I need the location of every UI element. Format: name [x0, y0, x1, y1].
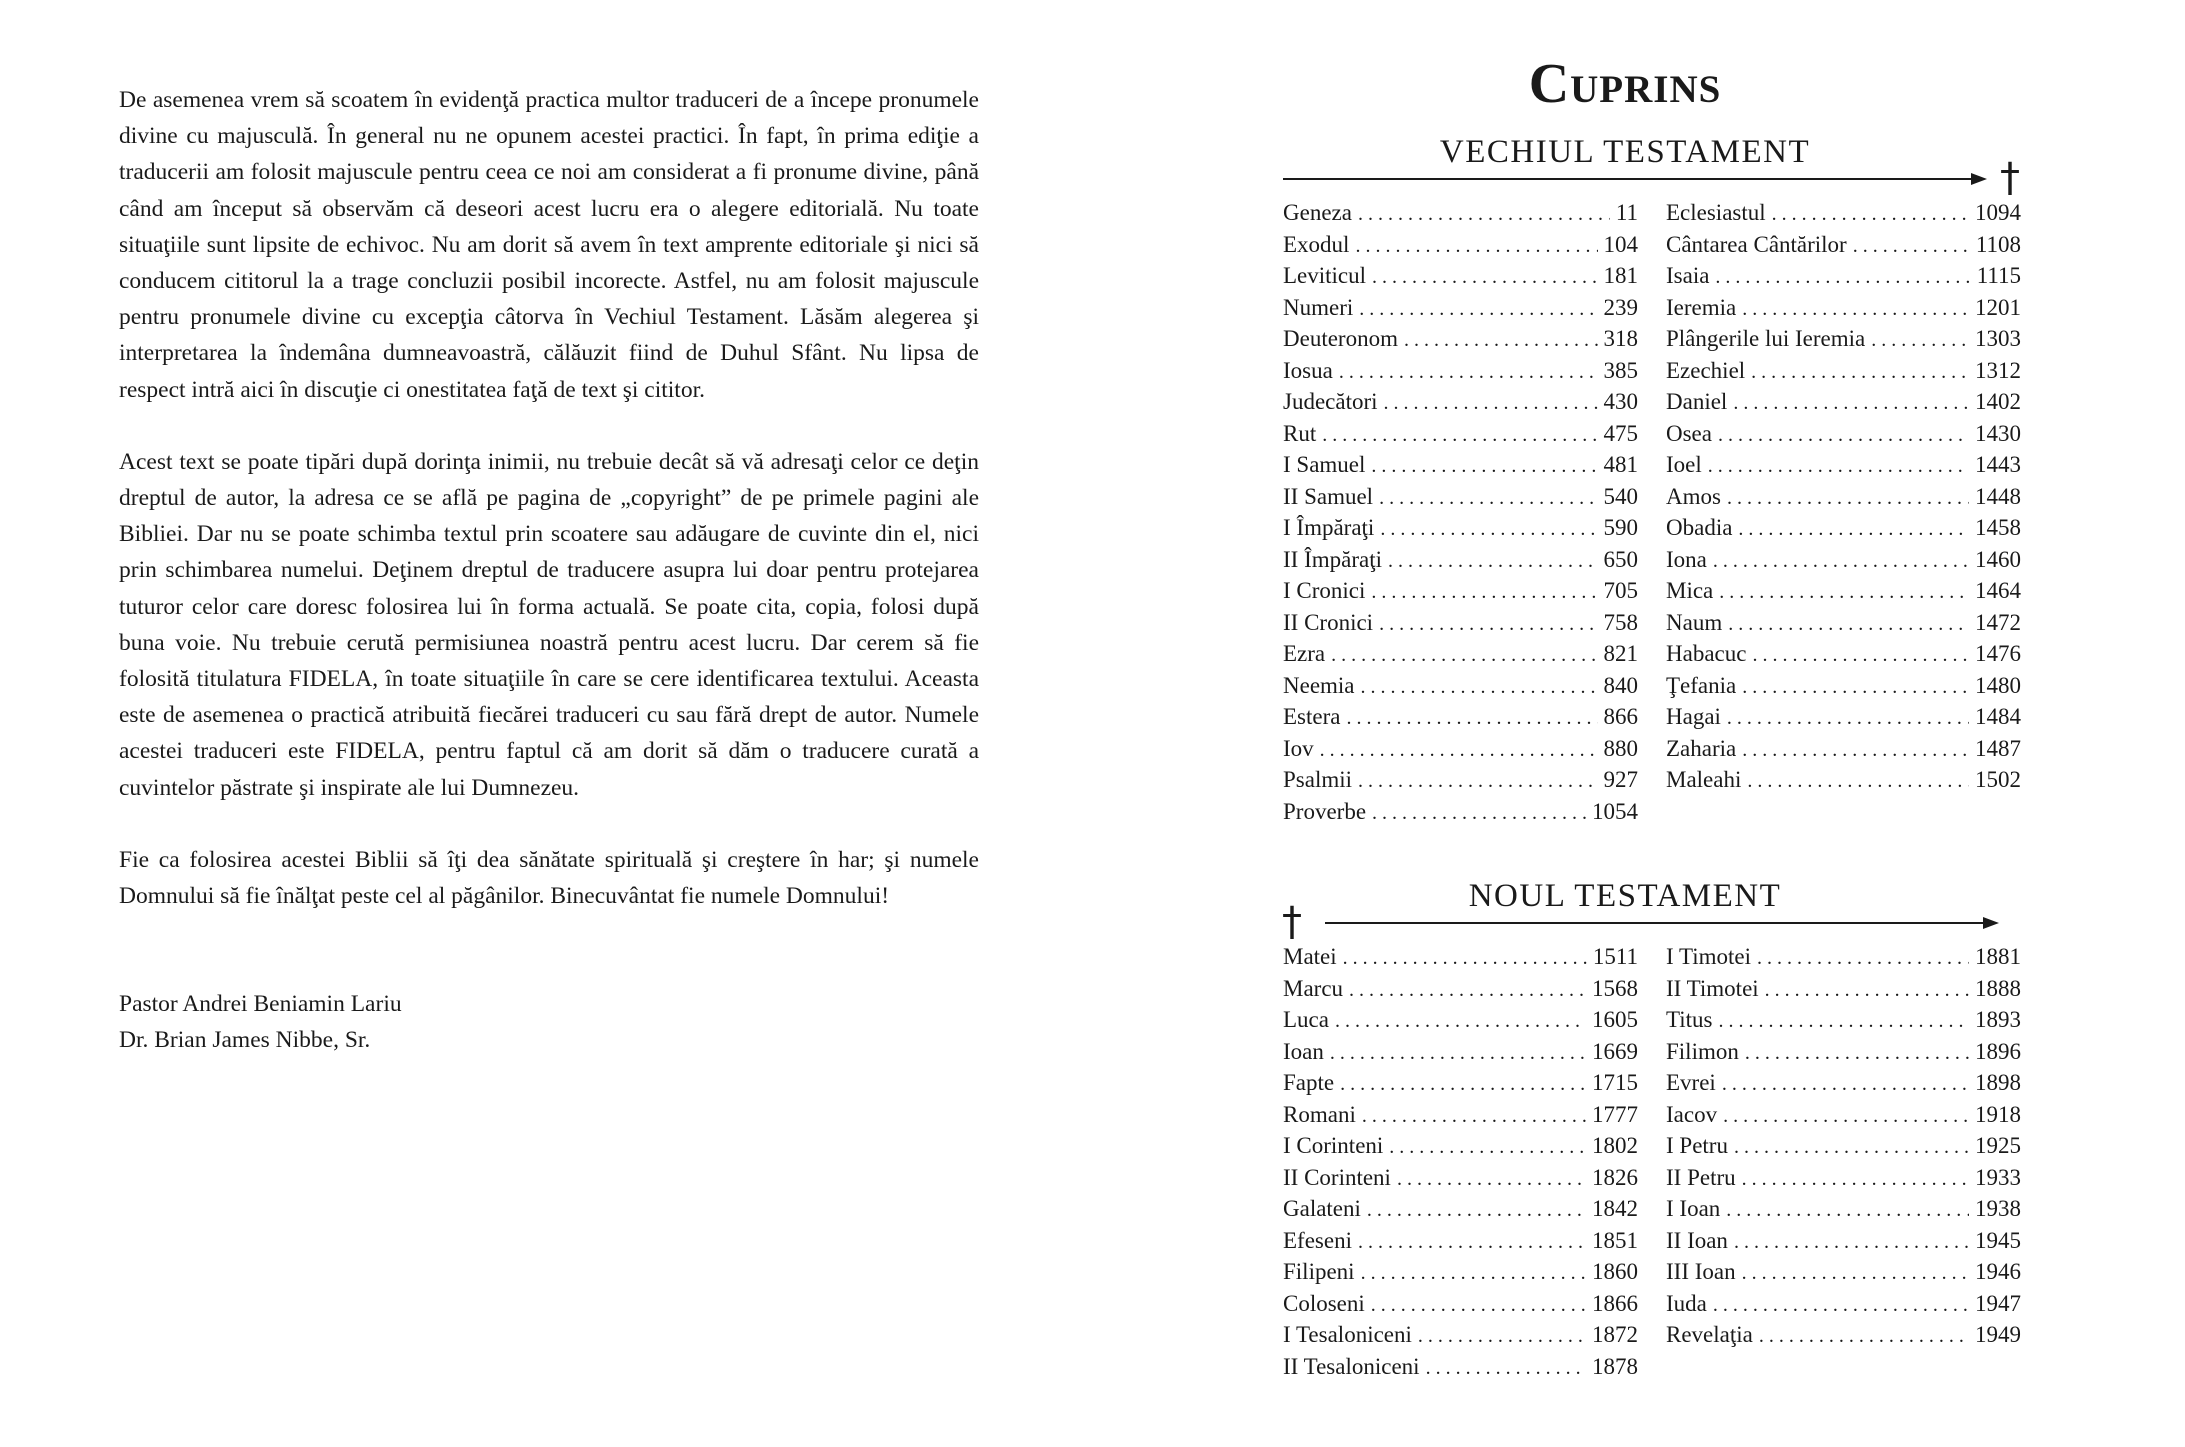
- toc-page-number: 481: [1603, 452, 1638, 477]
- toc-leader-dots: [1745, 1042, 1969, 1065]
- toc-page-number: 1460: [1975, 546, 2021, 572]
- toc-page-number: 239: [1603, 294, 1638, 320]
- toc-page-number: 1464: [1975, 578, 2021, 603]
- toc-leader-dots: [1752, 644, 1969, 667]
- toc-page-number: 1201: [1975, 294, 2021, 320]
- toc-book-name: Zaharia: [1666, 735, 1737, 761]
- toc-book-name: I Ioan: [1666, 1196, 1721, 1221]
- toc-entry: [1283, 641, 1638, 673]
- toc-book-name: Cântarea Cântărilor: [1666, 231, 1847, 257]
- toc-entry: [1283, 1133, 1638, 1165]
- toc-book-name: Leviticul: [1283, 263, 1367, 288]
- toc-entry: [1666, 421, 2021, 453]
- toc-leader-dots: [1742, 1168, 1969, 1191]
- toc-entry: [1283, 610, 1638, 642]
- toc-entry: [1283, 515, 1638, 547]
- toc-book-name: Habacuc: [1666, 641, 1747, 666]
- toc-entry: [1283, 976, 1638, 1008]
- toc-entry: [1283, 1165, 1638, 1197]
- toc-book-name: II Corinteni: [1283, 1164, 1391, 1190]
- toc-page-number: 1484: [1975, 704, 2021, 729]
- toc-leader-dots: [1331, 644, 1597, 667]
- toc-book-name: Filimon: [1666, 1038, 1739, 1064]
- toc-book-name: Matei: [1283, 944, 1337, 969]
- toc-page-number: 540: [1603, 483, 1638, 509]
- toc-entry: [1666, 326, 2021, 358]
- toc-page-number: 1866: [1592, 1290, 1638, 1316]
- toc-page-number: 385: [1603, 357, 1638, 383]
- toc-leader-dots: [1379, 613, 1597, 636]
- toc-leader-dots: [1733, 392, 1969, 415]
- toc-leader-dots: [1367, 1199, 1586, 1222]
- toc-book-name: I Corinteni: [1283, 1133, 1384, 1158]
- toc-entry: [1283, 295, 1638, 327]
- toc-book-name: Eclesiastul: [1666, 200, 1766, 225]
- toc-page-number: 1605: [1592, 1007, 1638, 1032]
- toc-page-number: 1448: [1975, 483, 2021, 509]
- arrow-right-icon: [1983, 917, 1999, 929]
- toc-leader-dots: [1346, 707, 1597, 730]
- toc-book-name: Fapte: [1283, 1070, 1335, 1095]
- toc-title: Cuprins: [1528, 53, 1722, 115]
- old-testament-column-2: [1666, 200, 2021, 799]
- toc-entry: [1666, 1102, 2021, 1134]
- toc-entry: [1666, 641, 2021, 673]
- toc-entry: [1666, 1322, 2021, 1354]
- toc-book-name: Obadia: [1666, 515, 1733, 540]
- signature-line-2: Dr. Brian James Nibbe, Sr.: [119, 1027, 371, 1054]
- preface-paragraph-1: De asemenea vrem să scoatem în evidenţă practica multor traduceri de a începe pronumele divine cu majusculă. În general nu ne opunem acestei practici. În fapt, în prima ediţie a traducerii am folosit majuscule pentru ceea ce noi am considerat a fi pronume divine, până când am început să observăm că deseori acest lucru era o alegere editorială. Nu toate situaţiile sunt lipsite de echivoc. Nu am dorit să avem în text amprente editoriale şi nici să conducem cititorul la a trage concluzii posibil incorecte. Astfel, nu am folosit majuscule pentru pronumele divine cu excepţia câtorva în Vechiul Testament. Lăsăm alegerea şi interpretarea la îndemâna dumneavoastră, călăuzit fiind de Duhul Sfânt. Nu lipsa de respect intră aici în discuţie ci onestitatea faţă de text şi cititor.: [119, 87, 979, 403]
- toc-entry: [1283, 944, 1638, 976]
- toc-book-name: Revelaţia: [1666, 1322, 1753, 1347]
- toc-entry: [1283, 704, 1638, 736]
- toc-page-number: 880: [1603, 735, 1638, 761]
- toc-entry: [1666, 736, 2021, 768]
- toc-book-name: Neemia: [1283, 672, 1355, 698]
- toc-page-number: 1918: [1975, 1101, 2021, 1127]
- toc-leader-dots: [1734, 1136, 1969, 1159]
- toc-leader-dots: [1404, 329, 1598, 352]
- toc-book-name: III Ioan: [1666, 1259, 1736, 1284]
- toc-leader-dots: [1728, 613, 1969, 636]
- toc-page-number: 758: [1603, 609, 1638, 635]
- toc-entry: [1666, 673, 2021, 705]
- toc-leader-dots: [1359, 298, 1597, 321]
- toc-book-name: Osea: [1666, 420, 1712, 446]
- toc-book-name: Iacov: [1666, 1101, 1718, 1127]
- toc-book-name: Filipeni: [1283, 1259, 1355, 1284]
- toc-entry: [1283, 1039, 1638, 1071]
- cross-icon: †: [2000, 155, 2020, 201]
- old-testament-rule: [1283, 178, 1973, 180]
- toc-page-number: 1851: [1592, 1227, 1638, 1253]
- toc-entry: [1666, 976, 2021, 1008]
- toc-book-name: II Tesaloniceni: [1283, 1353, 1420, 1379]
- toc-page-number: 650: [1603, 546, 1638, 572]
- toc-page-number: 1947: [1975, 1290, 2021, 1316]
- cross-icon: †: [1282, 899, 1302, 945]
- toc-leader-dots: [1389, 1136, 1586, 1159]
- preface-text: [119, 82, 979, 1059]
- toc-entry: [1666, 944, 2021, 976]
- toc-entry: [1666, 484, 2021, 516]
- toc-book-name: Iuda: [1666, 1290, 1707, 1316]
- toc-book-name: Ezra: [1283, 641, 1326, 666]
- toc-book-name: Geneza: [1283, 200, 1352, 225]
- toc-page-number: 11: [1615, 200, 1638, 225]
- toc-entry: [1283, 200, 1638, 232]
- toc-entry: [1283, 799, 1638, 831]
- toc-book-name: Daniel: [1666, 389, 1728, 414]
- toc-book-name: Ezechiel: [1666, 357, 1746, 383]
- toc-entry: [1666, 1196, 2021, 1228]
- toc-leader-dots: [1380, 518, 1597, 541]
- toc-page-number: 1476: [1975, 641, 2021, 666]
- toc-book-name: I Cronici: [1283, 578, 1366, 603]
- toc-leader-dots: [1757, 947, 1969, 970]
- toc-book-name: II Petru: [1666, 1164, 1736, 1190]
- toc-leader-dots: [1343, 947, 1587, 970]
- new-testament-column-1: [1283, 944, 1638, 1385]
- toc-entry: [1283, 1070, 1638, 1102]
- toc-book-name: Amos: [1666, 483, 1721, 509]
- toc-page-number: 1303: [1975, 326, 2021, 351]
- toc-page-number: 1487: [1975, 735, 2021, 761]
- signatures: [119, 986, 979, 1058]
- toc-leader-dots: [1379, 487, 1597, 510]
- toc-page-number: 1925: [1975, 1133, 2021, 1158]
- toc-page-number: 866: [1603, 704, 1638, 729]
- toc-book-name: Luca: [1283, 1007, 1329, 1032]
- old-testament-column-1: [1283, 200, 1638, 830]
- toc-book-name: Rut: [1283, 420, 1317, 446]
- toc-page-number: 1933: [1975, 1164, 2021, 1190]
- toc-book-name: Deuteronom: [1283, 326, 1398, 351]
- toc-book-name: Marcu: [1283, 975, 1344, 1001]
- toc-page-number: 1826: [1592, 1164, 1638, 1190]
- toc-page-number: 475: [1603, 420, 1638, 446]
- toc-book-name: Titus: [1666, 1007, 1713, 1032]
- toc-book-name: Numeri: [1283, 294, 1354, 320]
- toc-leader-dots: [1397, 1168, 1586, 1191]
- toc-page-number: 1872: [1592, 1322, 1638, 1347]
- toc-entry: [1666, 1291, 2021, 1323]
- toc-entry: [1283, 263, 1638, 295]
- toc-entry: [1283, 547, 1638, 579]
- toc-page-number: 1430: [1975, 420, 2021, 446]
- toc-page-number: 590: [1603, 515, 1638, 540]
- toc-book-name: Galateni: [1283, 1196, 1361, 1221]
- toc-leader-dots: [1320, 739, 1598, 762]
- toc-entry: [1666, 1070, 2021, 1102]
- toc-leader-dots: [1371, 455, 1597, 478]
- toc-page-number: 1842: [1592, 1196, 1638, 1221]
- toc-page-number: 1888: [1975, 975, 2021, 1001]
- toc-entry: [1666, 1165, 2021, 1197]
- new-testament-column-2: [1666, 944, 2021, 1354]
- toc-leader-dots: [1358, 1231, 1586, 1254]
- toc-page-number: 1715: [1592, 1070, 1638, 1095]
- toc-entry: [1283, 452, 1638, 484]
- toc-leader-dots: [1708, 455, 1969, 478]
- toc-page-number: 1938: [1975, 1196, 2021, 1221]
- toc-entry: [1283, 578, 1638, 610]
- toc-leader-dots: [1322, 424, 1597, 447]
- toc-page-number: 1669: [1592, 1038, 1638, 1064]
- toc-entry: [1666, 1039, 2021, 1071]
- toc-leader-dots: [1722, 1073, 1969, 1096]
- toc-book-name: Judecători: [1283, 389, 1378, 414]
- toc-leader-dots: [1358, 203, 1610, 226]
- toc-page-number: 1860: [1592, 1259, 1638, 1284]
- toc-book-name: Proverbe: [1283, 798, 1367, 824]
- toc-book-name: Efeseni: [1283, 1227, 1352, 1253]
- toc-page-number: 1881: [1975, 944, 2021, 969]
- toc-book-name: Romani: [1283, 1101, 1356, 1127]
- toc-leader-dots: [1340, 1073, 1586, 1096]
- toc-entry: [1666, 1228, 2021, 1260]
- toc-leader-dots: [1871, 329, 1969, 352]
- toc-page-number: 1115: [1976, 263, 2021, 288]
- toc-leader-dots: [1772, 203, 1969, 226]
- toc-leader-dots: [1355, 235, 1597, 258]
- toc-page-number: 104: [1603, 231, 1638, 257]
- toc-leader-dots: [1330, 1042, 1586, 1065]
- toc-leader-dots: [1726, 1199, 1969, 1222]
- toc-book-name: Psalmii: [1283, 767, 1353, 792]
- toc-entry: [1666, 515, 2021, 547]
- toc-leader-dots: [1426, 1357, 1586, 1380]
- toc-entry: [1283, 232, 1638, 264]
- toc-leader-dots: [1742, 676, 1969, 699]
- toc-leader-dots: [1362, 1105, 1586, 1128]
- toc-leader-dots: [1384, 392, 1598, 415]
- toc-book-name: II Cronici: [1283, 609, 1374, 635]
- arrow-right-icon: [1971, 173, 1987, 185]
- toc-entry: [1666, 547, 2021, 579]
- toc-book-name: II Ioan: [1666, 1227, 1728, 1253]
- toc-leader-dots: [1727, 487, 1969, 510]
- toc-book-name: Ioel: [1666, 452, 1702, 477]
- toc-page-number: 1511: [1592, 944, 1638, 969]
- toc-book-name: Maleahi: [1666, 767, 1742, 792]
- new-testament-heading: NOUL TESTAMENT: [1468, 878, 1782, 914]
- toc-entry: [1283, 484, 1638, 516]
- toc-book-name: Iosua: [1283, 357, 1333, 383]
- toc-entry: [1283, 421, 1638, 453]
- toc-entry: [1283, 1354, 1638, 1386]
- toc-book-name: I Samuel: [1283, 452, 1366, 477]
- toc-book-name: I Petru: [1666, 1133, 1728, 1158]
- toc-leader-dots: [1742, 298, 1969, 321]
- toc-page-number: 927: [1603, 767, 1638, 792]
- toc-entry: [1283, 326, 1638, 358]
- toc-book-name: Iov: [1283, 735, 1314, 761]
- toc-entry: [1666, 232, 2021, 264]
- toc-entry: [1283, 389, 1638, 421]
- toc-entry: [1283, 1102, 1638, 1134]
- toc-book-name: Plângerile lui Ieremia: [1666, 326, 1866, 351]
- toc-book-name: Exodul: [1283, 231, 1350, 257]
- toc-leader-dots: [1765, 979, 1969, 1002]
- toc-entry: [1666, 263, 2021, 295]
- toc-page-number: 1312: [1975, 357, 2021, 383]
- toc-page-number: 840: [1603, 672, 1638, 698]
- preface-paragraph-3: Fie ca folosirea acestei Biblii să îţi dea sănătate spirituală şi creştere în har; şi numele Domnului să fie înălţat peste cel al păgânilor. Binecuvântat fie numele Domnului!: [119, 846, 979, 910]
- toc-leader-dots: [1372, 266, 1597, 289]
- toc-page-number: 1949: [1975, 1322, 2021, 1347]
- toc-page-number: 1054: [1592, 798, 1638, 824]
- toc-entry: [1666, 452, 2021, 484]
- toc-page-number: 1568: [1592, 975, 1638, 1001]
- toc-entry: [1283, 1196, 1638, 1228]
- toc-page-number: 1893: [1975, 1007, 2021, 1032]
- toc-book-name: Ieremia: [1666, 294, 1737, 320]
- toc-leader-dots: [1372, 802, 1586, 825]
- toc-leader-dots: [1418, 1325, 1586, 1348]
- toc-page-number: 1402: [1975, 389, 2021, 414]
- toc-page-number: 1896: [1975, 1038, 2021, 1064]
- toc-leader-dots: [1718, 424, 1969, 447]
- toc-entry: [1283, 1228, 1638, 1260]
- toc-leader-dots: [1371, 1294, 1586, 1317]
- toc-entry: [1283, 736, 1638, 768]
- toc-entry: [1283, 673, 1638, 705]
- old-testament-heading: VECHIUL TESTAMENT: [1439, 134, 1811, 170]
- toc-leader-dots: [1339, 361, 1598, 384]
- toc-page-number: 821: [1603, 641, 1638, 666]
- toc-leader-dots: [1734, 1231, 1969, 1254]
- toc-book-name: Isaia: [1666, 263, 1710, 288]
- toc-leader-dots: [1718, 1010, 1969, 1033]
- toc-entry: [1666, 389, 2021, 421]
- toc-book-name: Mica: [1666, 578, 1714, 603]
- toc-page-number: 318: [1603, 326, 1638, 351]
- toc-page-number: 1472: [1975, 609, 2021, 635]
- toc-leader-dots: [1738, 518, 1969, 541]
- toc-entry: [1283, 1007, 1638, 1039]
- toc-entry: [1666, 295, 2021, 327]
- toc-leader-dots: [1723, 1105, 1969, 1128]
- signature-line-1: Pastor Andrei Beniamin Lariu: [119, 991, 402, 1018]
- toc-page-number: 1502: [1975, 767, 2021, 792]
- toc-leader-dots: [1715, 266, 1970, 289]
- toc-page-number: 705: [1603, 578, 1638, 603]
- toc-leader-dots: [1747, 770, 1969, 793]
- toc-page-number: 1777: [1592, 1101, 1638, 1127]
- toc-leader-dots: [1358, 770, 1597, 793]
- toc-leader-dots: [1853, 235, 1970, 258]
- toc-entry: [1666, 200, 2021, 232]
- toc-leader-dots: [1713, 550, 1969, 573]
- toc-page-number: 1898: [1975, 1070, 2021, 1095]
- toc-leader-dots: [1335, 1010, 1586, 1033]
- toc-page-number: 1108: [1975, 231, 2021, 257]
- toc-leader-dots: [1388, 550, 1598, 573]
- new-testament-rule: [1325, 922, 1985, 924]
- toc-book-name: I Împăraţi: [1283, 515, 1375, 540]
- toc-book-name: Evrei: [1666, 1070, 1716, 1095]
- toc-entry: [1283, 1322, 1638, 1354]
- toc-page-number: 1802: [1592, 1133, 1638, 1158]
- toc-book-name: II Samuel: [1283, 483, 1374, 509]
- toc-book-name: Coloseni: [1283, 1290, 1365, 1316]
- toc-book-name: II Timotei: [1666, 975, 1759, 1001]
- toc-book-name: Hagai: [1666, 704, 1721, 729]
- toc-leader-dots: [1759, 1325, 1969, 1348]
- toc-entry: [1666, 767, 2021, 799]
- toc-entry: [1666, 578, 2021, 610]
- toc-page-number: 1945: [1975, 1227, 2021, 1253]
- toc-page-number: 1443: [1975, 452, 2021, 477]
- toc-leader-dots: [1742, 739, 1969, 762]
- toc-entry: [1666, 358, 2021, 390]
- toc-page-number: 1458: [1975, 515, 2021, 540]
- toc-page-number: 430: [1603, 389, 1638, 414]
- toc-entry: [1283, 1291, 1638, 1323]
- toc-book-name: Iona: [1666, 546, 1707, 572]
- toc-entry: [1283, 1259, 1638, 1291]
- toc-leader-dots: [1361, 1262, 1586, 1285]
- toc-book-name: II Împăraţi: [1283, 546, 1382, 572]
- toc-page-number: 181: [1603, 263, 1638, 288]
- toc-entry: [1283, 358, 1638, 390]
- toc-leader-dots: [1751, 361, 1969, 384]
- toc-leader-dots: [1361, 676, 1598, 699]
- toc-book-name: I Tesaloniceni: [1283, 1322, 1412, 1347]
- toc-leader-dots: [1727, 707, 1969, 730]
- toc-entry: [1666, 610, 2021, 642]
- preface-paragraph-2: Acest text se poate tipări după dorinţa inimii, nu trebuie decât să vă adresaţi celor ce deţin dreptul de autor, la adresa ce se află pe pagina de „copyright” de pe primele pagini ale Bibliei. Dar nu se poate schimba textul prin scoatere sau adăugare de cuvinte din el, nici prin schimbarea numelui. Deţinem dreptul de traducere asupra lui doar pentru protejarea tuturor celor care doresc folosirea lui în forma actuală. Se poate cita, copia, folosi după buna voie. Nu trebuie cerută permisiunea noastră pentru acest lucru. Dar cerem să fie folosită titulatura FIDELA, în toate situaţiile în care se cere identificarea textului. Aceasta este de asemenea o practică atribuită fiecărei traduceri cu sau fără drept de autor. Numele acestei traduceri este FIDELA, pentru faptul că am dorit să dăm o traducere curată a cuvintelor păstrate şi inspirate ale lui Dumnezeu.: [119, 448, 979, 801]
- toc-entry: [1666, 1133, 2021, 1165]
- toc-leader-dots: [1742, 1262, 1969, 1285]
- toc-book-name: Ţefania: [1666, 672, 1737, 698]
- toc-leader-dots: [1371, 581, 1597, 604]
- toc-book-name: I Timotei: [1666, 944, 1752, 969]
- toc-book-name: Naum: [1666, 609, 1723, 635]
- toc-entry: [1666, 1007, 2021, 1039]
- toc-book-name: Estera: [1283, 704, 1341, 729]
- toc-page-number: 1094: [1975, 200, 2021, 225]
- toc-book-name: Ioan: [1283, 1038, 1324, 1064]
- toc-page-number: 1878: [1592, 1353, 1638, 1379]
- toc-leader-dots: [1349, 979, 1586, 1002]
- toc-entry: [1666, 1259, 2021, 1291]
- toc-entry: [1283, 767, 1638, 799]
- toc-page-number: 1946: [1975, 1259, 2021, 1284]
- toc-page-number: 1480: [1975, 672, 2021, 698]
- toc-entry: [1666, 704, 2021, 736]
- toc-leader-dots: [1713, 1294, 1969, 1317]
- toc-leader-dots: [1719, 581, 1969, 604]
